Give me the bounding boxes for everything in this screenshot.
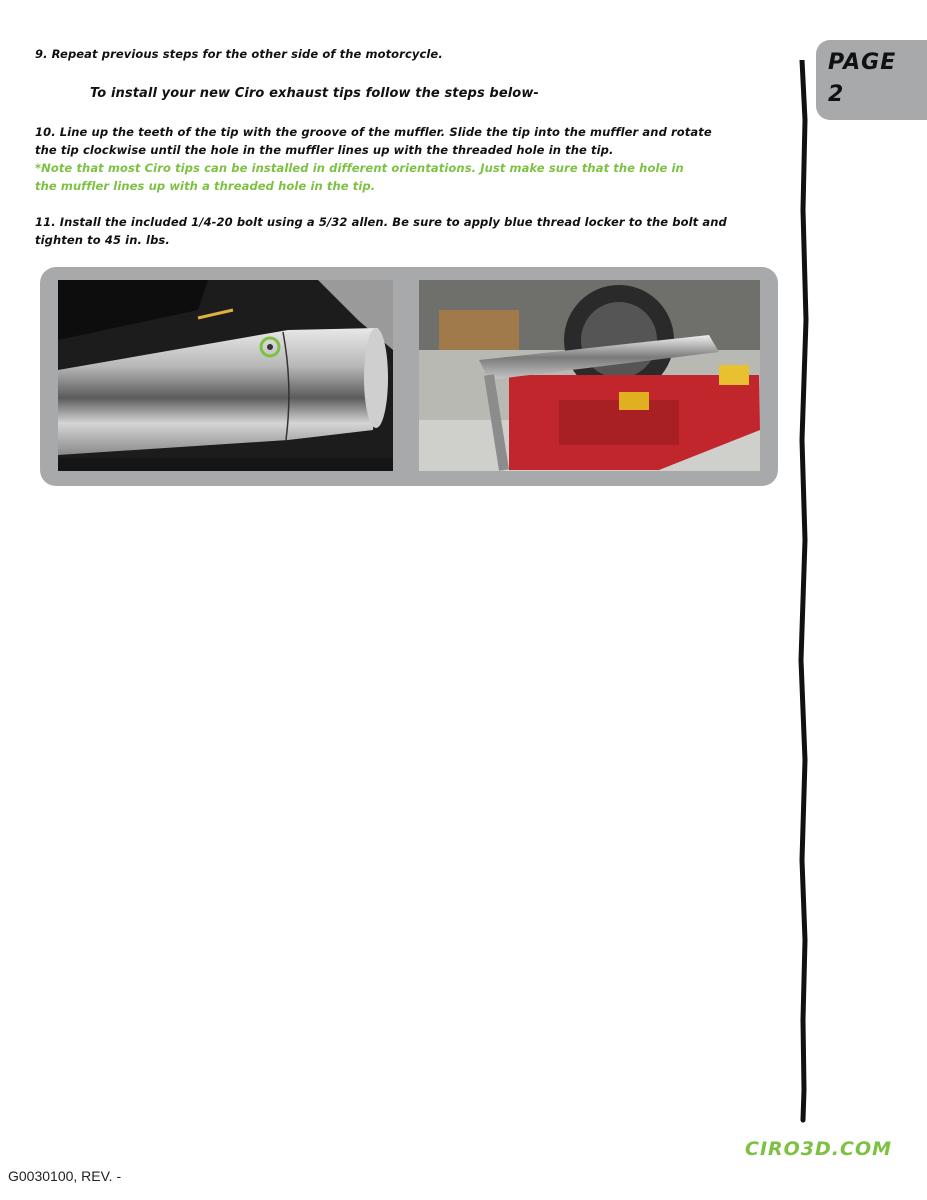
page-tab-word: PAGE — [828, 50, 897, 75]
tips-heading: To install your new Ciro exhaust tips follow the steps below- — [90, 86, 539, 101]
note-line-1: *Note that most Ciro tips can be installed in different orientations. Just make sure that the hole in — [35, 161, 684, 175]
brush-edge-line — [796, 60, 810, 1130]
step-11-line-1: 11. Install the included 1/4-20 bolt using a 5/32 allen. Be sure to apply blue thread locker to the bolt and — [35, 215, 727, 229]
photo-frame — [40, 267, 778, 486]
ciro3d-logo: CIRO3D.COM — [745, 1138, 893, 1160]
step-10-line-1: 10. Line up the teeth of the tip with the groove of the muffler. Slide the tip into the muffler and rotate — [35, 125, 712, 139]
step-10-line-2: the tip clockwise until the hole in the muffler lines up with the threaded hole in the tip. — [35, 143, 614, 157]
step-9-text: 9. Repeat previous steps for the other side of the motorcycle. — [35, 47, 443, 61]
step-11-line-2: tighten to 45 in. lbs. — [35, 233, 170, 247]
document-code: G0030100, REV. - — [8, 1168, 122, 1184]
page-tab-number: 2 — [828, 82, 845, 107]
page-tab — [816, 40, 927, 120]
motorcycle-exhaust-lift-photo — [419, 280, 760, 471]
note-line-2: the muffler lines up with a threaded hole in the tip. — [35, 179, 376, 193]
muffler-tip-closeup-photo — [58, 280, 393, 471]
